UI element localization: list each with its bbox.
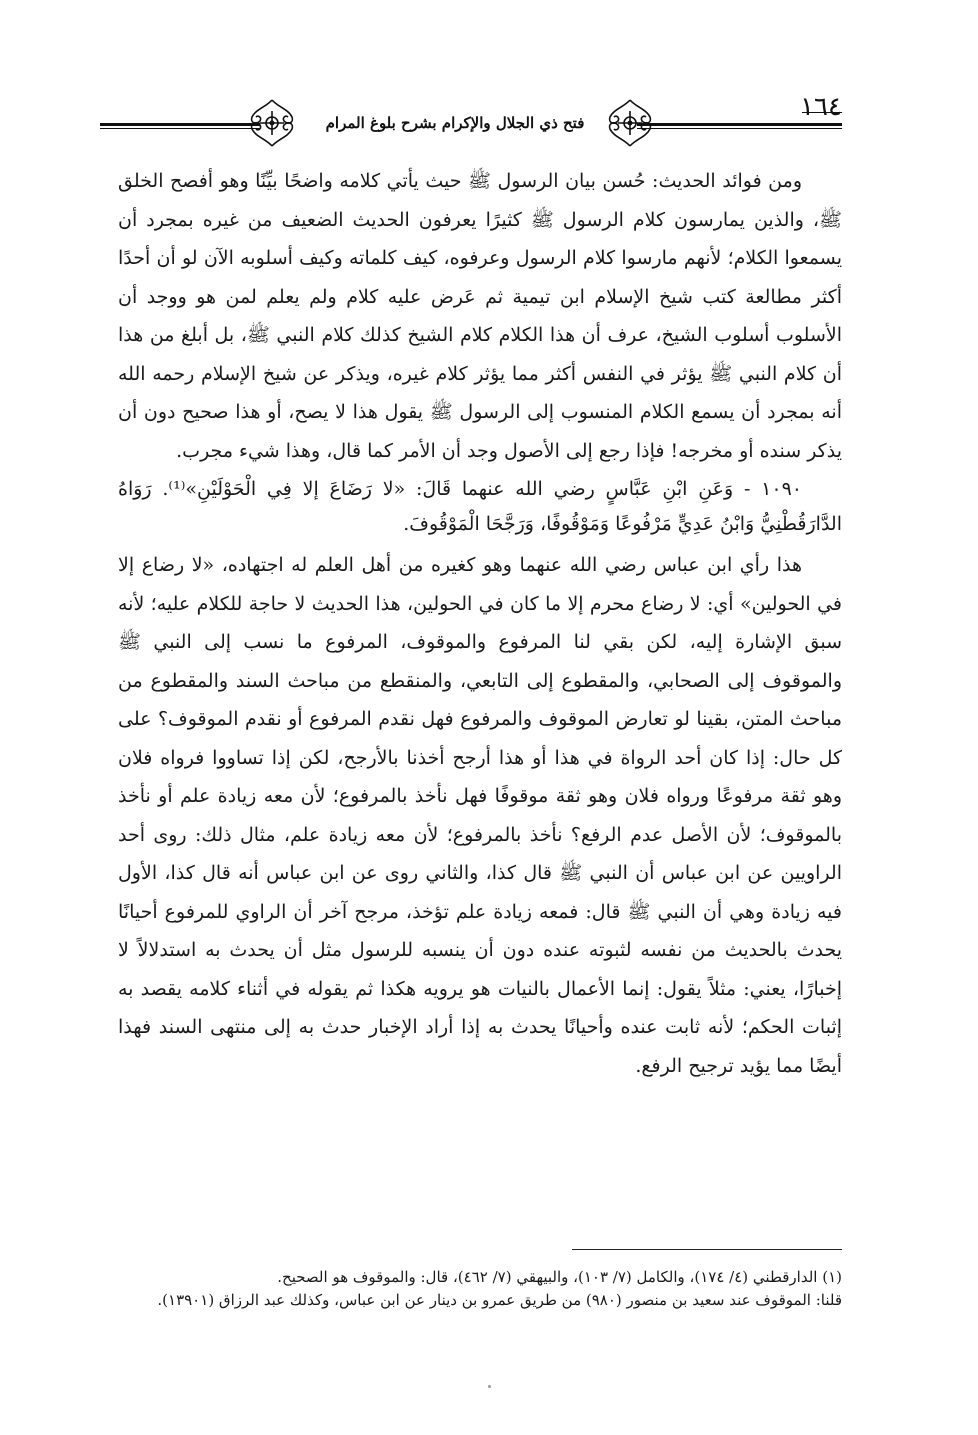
footnotes <box>118 1266 842 1312</box>
scan-dot <box>488 1385 491 1388</box>
main-text <box>118 162 842 1085</box>
running-title: فتح ذي الجلال والإكرام بشرح بلوغ المرام <box>325 114 585 132</box>
footnote-2: قلنا: الموقوف عند سعيد بن منصور (٩٨٠) من طريق عمرو بن دينار عن ابن عباس، وكذلك عبد الرزاق (١٣٩٠١). <box>157 1291 842 1309</box>
hadith-paragraph: ١٠٩٠ - وَعَنِ ابْنِ عَبَّاسٍ رضي الله عنهما قَالَ: «لا رَضَاعَ إلا فِي الْحَوْلَيْنِ»⁽¹⁾. رَوَاهُ الدَّارَقُطْنِيُّ وَابْنُ عَدِيٍّ مَرْفُوعًا وَمَوْقُوفًا، وَرَجَّحَا الْمَوْقُوفَ. <box>118 478 842 535</box>
header-rule-left <box>100 123 260 129</box>
page-number: ١٦٤ <box>800 92 842 122</box>
ornament-right-icon <box>606 97 654 149</box>
footnote-divider <box>572 1249 842 1250</box>
header-rule-right <box>637 123 842 129</box>
footnote-1: (١) الدارقطني (٤/ ١٧٤)، والكامل (٧/ ١٠٣)، والبيهقي (٧/ ٤٦٢)، قال: والموقوف هو الصحيح. <box>277 1268 842 1286</box>
intro-paragraph: ومن فوائد الحديث: حُسن بيان الرسول ﷺ حيث يأتي كلامه واضحًا بيِّنًا وهو أفصح الخلق ﷺ، والذين يمارسون كلام الرسول ﷺ كثيرًا يعرفون الحديث الضعيف من غيره بمجرد أن يسمعوا الكلام؛ لأنهم مارسوا كلام الرسول وعرفوه، كيف كلماته وكيف أسلوبه الآن لو أن أحدًا أكثر مطالعة كتب شيخ الإسلام ابن تيمية ثم عَرض عليه كلام ولم يعلم لمن هو ووجد أن الأسلوب أسلوب الشيخ، عرف أن هذا الكلام كلام الشيخ كذلك كلام النبي ﷺ، بل أبلغ من هذا أن كلام النبي ﷺ يؤثر في النفس أكثر مما يؤثر كلام غيره، ويذكر عن شيخ الإسلام رحمه الله أنه بمجرد أن يسمع الكلام المنسوب إلى الرسول ﷺ يقول هذا لا يصح، أو هذا صحيح دون أن يذكر سنده أو مخرجه! فإذا رجع إلى الأصول وجد أن الأمر كما قال، وهذا شيء مجرب. <box>118 170 842 462</box>
page-header <box>100 92 842 154</box>
commentary-paragraph: هذا رأي ابن عباس رضي الله عنهما وهو كغيره من أهل العلم له اجتهاده، «لا رضاع إلا في الحولين» أي: لا رضاع محرم إلا ما كان في الحولين، هذا الحديث لا حاجة للكلام عليه؛ لأنه سبق الإشارة إليه، لكن بقي لنا المرفوع والموقوف، المرفوع ما نسب إلى النبي ﷺ والموقوف إلى الصحابي، والمقطوع إلى التابعي، والمنقطع من مباحث السند والمقطوع من مباحث المتن، بقينا لو تعارض الموقوف والمرفوع فهل نقدم المرفوع أو نقدم الموقوف؟ على كل حال: إذا كان أحد الرواة في هذا أو هذا أرجح أخذنا بالأرجح، لكن إذا تساووا فرواه فلان وهو ثقة مرفوعًا ورواه فلان وهو ثقة موقوفًا فهل نأخذ بالمرفوع؛ لأن معه زيادة علم أو نأخذ بالموقوف؛ لأن الأصل عدم الرفع؟ نأخذ بالمرفوع؛ لأن معه زيادة علم، مثال ذلك: روى أحد الراويين عن ابن عباس أن النبي ﷺ قال كذا، والثاني روى عن ابن عباس أنه قال كذا، الأول فيه زيادة وهي أن النبي ﷺ قال: فمعه زيادة علم تؤخذ، مرجح آخر أن الراوي للمرفوع أحيانًا يحدث بالحديث من نفسه لثبوته عنده دون أن ينسبه للرسول مثل أن يحدث به استدلالاً لا إخبارًا، يعني: مثلاً يقول: إنما الأعمال بالنيات هو يرويه هكذا ثم يقوله في أثناء كلامه يقصد به إثبات الحكم؛ لأنه ثابت عنده وأحيانًا يحدث به إذا أراد الإخبار حدث به إلى منتهى السند فهذا أيضًا مما يؤيد ترجيح الرفع. <box>118 554 842 1077</box>
